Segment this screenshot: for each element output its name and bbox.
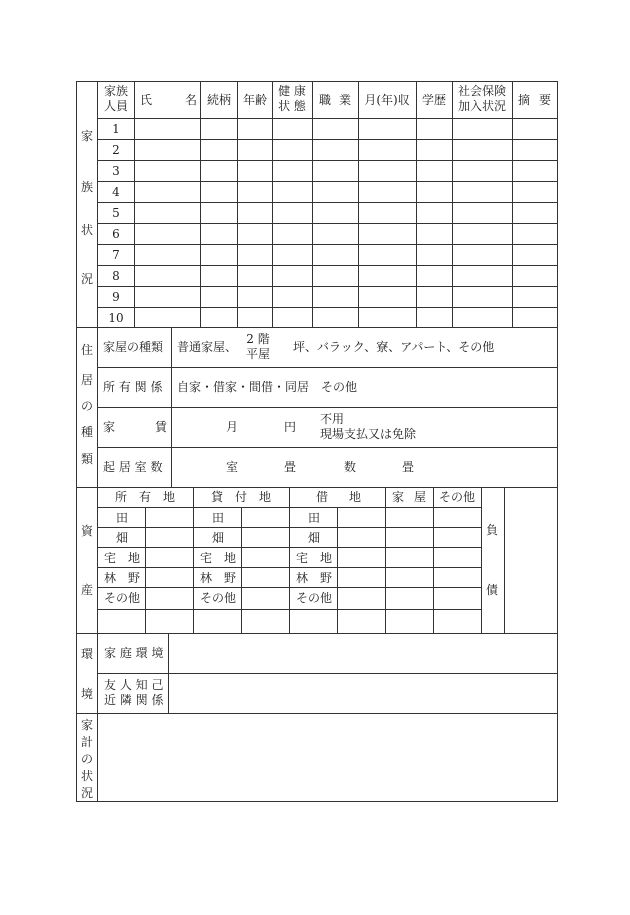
divider-environment-household [76,713,558,714]
header-notes: 要 [539,93,552,107]
row-number: 10 [108,311,124,325]
household-label-char: 家 [80,718,94,732]
housing-label-char: 居 [80,373,94,387]
divider-housing-assets [76,487,558,488]
row-number: 7 [112,248,120,262]
family-col-line [134,81,135,327]
rooms-tatami: 畳 [402,460,415,474]
land-type-field: 畑 [212,531,225,545]
rent-month: 月 [226,420,239,434]
land-type-field: 畑 [116,531,129,545]
land-type-field: 畑 [308,531,321,545]
family-row-line [97,223,558,224]
household-label-char: 計 [80,735,94,749]
land-type-forest: 林 野 [296,571,333,585]
family-col-line [272,81,273,327]
col-other: その他 [438,490,476,504]
house-type-options: 坪、バラック、寮、アパート、その他 [293,340,495,354]
form-frame [76,81,558,802]
col-house: 屋 [414,490,427,504]
border-top [76,81,558,82]
debt-label-char: 債 [485,583,499,597]
rent-label: 家 [103,420,116,434]
family-row-line [97,202,558,203]
family-label-char: 況 [80,272,94,286]
environment-label-char: 環 [80,647,94,661]
land-type-paddy: 田 [116,511,129,525]
land-type-other: その他 [296,591,333,605]
row-number: 4 [112,185,120,199]
assets-col-line [433,487,434,633]
row-number: 9 [112,290,120,304]
family-label-char: 状 [80,223,94,237]
header-notes: 摘 [518,93,531,107]
row-number: 6 [112,227,120,241]
divider-family-housing [76,327,558,328]
assets-subcol-line [145,507,146,633]
border-bottom [76,801,558,802]
col-house: 家 [392,490,405,504]
household-label-char: の [80,752,94,766]
friends-label: 友 人 知 己 [104,678,164,692]
housing-label-char: 類 [80,452,94,466]
family-row-line [97,265,558,266]
debt-label-char: 負 [485,523,499,537]
assets-subcol-line [241,507,242,633]
household-label-char: 状 [80,769,94,783]
family-row-line [97,307,558,308]
header-name: 氏 [140,93,153,107]
family-col-line [358,81,359,327]
col-lent-land: 貸 付 地 [210,490,272,504]
divider-assets-environment [76,633,558,634]
family-header-divider [97,118,558,119]
assets-label-char: 産 [80,583,94,597]
assets-col-line [193,487,194,633]
row-number: 1 [112,122,120,136]
header-occupation: 職 [319,93,332,107]
land-type-residential: 宅 地 [104,551,141,565]
family-col-line [312,81,313,327]
header-occupation: 業 [339,93,352,107]
assets-col-line [504,487,505,633]
rent-note: 不用 [320,412,345,426]
family-col-line [452,81,453,327]
header-health: 健 康 [278,84,306,98]
house-floors: 2 階 [246,332,270,346]
family-row-line [97,286,558,287]
ownership-label: 所 有 関 係 [103,380,163,394]
family-label-char: 族 [80,180,94,194]
assets-col-line [289,487,290,633]
row-number: 8 [112,269,120,283]
border-right [557,81,558,802]
header-relation: 続柄 [206,93,232,107]
header-insurance: 社会保険 [457,84,507,98]
header-education: 学歴 [421,93,447,107]
home-environment-label: 家 庭 環 境 [104,646,164,660]
family-row-line [97,181,558,182]
row-number: 3 [112,164,120,178]
environment-label-char: 境 [80,687,94,701]
rent-note: 現場支払又は免除 [320,427,417,441]
housing-col-line [171,327,172,487]
land-type-forest: 林 野 [104,571,141,585]
house-type-label: 家屋の種類 [103,340,164,354]
housing-label-char: 種 [80,425,94,439]
house-type-value: 普通家屋、 [177,340,238,354]
assets-subcol-line [337,507,338,633]
col-owned-land: 所 有 地 [114,490,176,504]
family-col-line [237,81,238,327]
col-borrowed-land: 借 [316,490,329,504]
family-col-line [200,81,201,327]
assets-label-char: 資 [80,524,94,538]
housing-label-char: の [80,399,94,413]
header-health: 状 態 [278,99,306,113]
housing-row-line [97,447,558,448]
neighbors-label: 近 隣 関 係 [104,693,164,707]
label-column-divider [97,81,98,713]
assets-col-line [385,487,386,633]
row-number: 2 [112,143,120,157]
rent-yen: 円 [284,420,297,434]
header-members: 人員 [103,99,129,113]
land-type-other: その他 [200,591,237,605]
land-type-other: その他 [104,591,141,605]
ownership-options: 自家・借家・間借・同居 その他 [177,380,358,394]
house-floors: 平屋 [245,347,271,361]
header-age: 年齢 [242,93,268,107]
environment-col-line [168,633,169,713]
header-income: 月(年)収 [364,93,410,107]
row-number: 5 [112,206,120,220]
household-label-divider [97,713,98,802]
header-members: 家族 [103,84,129,98]
family-col-line [512,81,513,327]
rent-label: 賃 [155,420,168,434]
household-label-char: 況 [80,786,94,800]
housing-row-line [97,407,558,408]
family-row-line [97,160,558,161]
housing-label-char: 住 [80,343,94,357]
housing-row-line [97,367,558,368]
header-insurance: 加入状況 [457,99,507,113]
rooms-count: 数 [344,460,357,474]
rooms-tatami: 畳 [284,460,297,474]
family-label-char: 家 [80,129,94,143]
header-name: 名 [185,93,198,107]
land-type-paddy: 田 [308,511,321,525]
land-type-paddy: 田 [212,511,225,525]
land-type-forest: 林 野 [200,571,237,585]
assets-col-line [481,487,482,633]
family-row-line [97,244,558,245]
border-left [76,81,77,802]
environment-row-line [97,673,558,674]
rooms-room: 室 [226,460,239,474]
land-type-residential: 宅 地 [296,551,333,565]
land-type-residential: 宅 地 [200,551,237,565]
family-col-line [416,81,417,327]
family-row-line [97,139,558,140]
rooms-label: 起 居 室 数 [103,460,163,474]
col-borrowed-land: 地 [349,490,362,504]
